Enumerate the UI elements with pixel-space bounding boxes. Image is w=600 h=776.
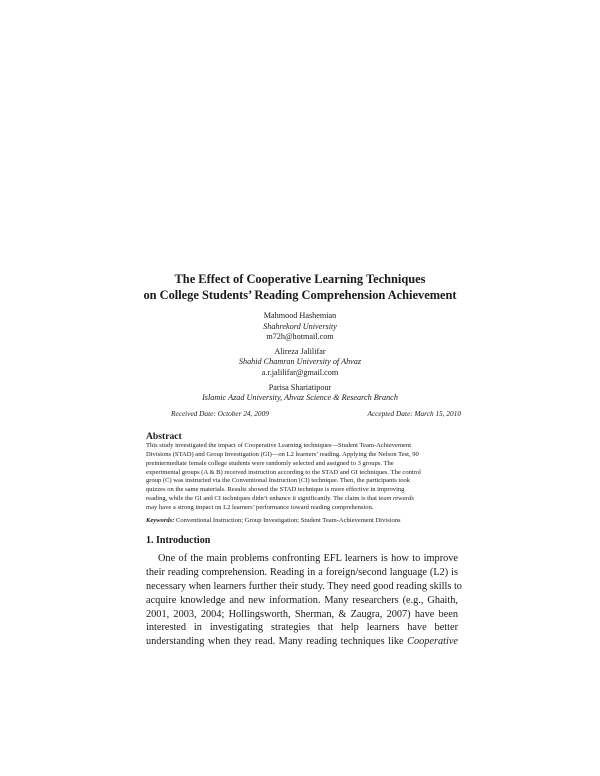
keywords-text: Conventional Instruction; Group Investigation; Student Team-Achievement Divisions <box>176 517 401 524</box>
intro-line: necessary when learners further their study. They need good reading skills to <box>146 580 462 592</box>
abstract-heading: Abstract <box>146 431 182 442</box>
author-2-name: Alireza Jalilifar <box>274 346 326 356</box>
keywords-label: Keywords: <box>146 517 175 524</box>
abstract-line: quizzes on the same materials. Results showed the STAD technique is more effective in improving <box>146 486 405 494</box>
intro-line: their reading comprehension. Reading in a foreign/second language (L2) is <box>146 566 458 578</box>
author-1-affiliation: Shahrekord University <box>263 321 337 331</box>
section-heading: 1. Introduction <box>146 535 211 546</box>
author-2-email: a.r.jalilifar@gmail.com <box>261 367 339 377</box>
accepted-date: Accepted Date: March 15, 2010 <box>367 409 461 418</box>
intro-line: interested in investigating strategies that help learners have better <box>146 622 458 634</box>
author-2-affiliation: Shahid Chamran University of Ahvaz <box>238 357 362 367</box>
author-3-name: Parisa Shariatipour <box>268 382 332 392</box>
author-1-email: m72h@hotmail.com <box>266 332 334 342</box>
author-1-name: Mahmood Hashemian <box>263 311 337 320</box>
author-block <box>0 311 600 404</box>
dates-row <box>171 409 461 420</box>
author-3-affiliation: Islamic Azad University, Ahvaz Science & Research Branch <box>202 393 398 403</box>
keywords <box>146 516 456 525</box>
title-line-2: on College Students’ Reading Comprehension Achievement <box>143 287 457 302</box>
intro-line: 2001, 2003, 2004; Hollingsworth, Sherman, & Zaugra, 2007) have been <box>146 608 458 620</box>
paper-title <box>0 272 600 303</box>
intro-line: understanding when they read. Many reading techniques like Cooperative <box>146 636 458 648</box>
abstract-line: This study investigated the impact of Cooperative Learning techniques—Student Team-Achievement <box>146 442 412 449</box>
title-line-1: The Effect of Cooperative Learning Techniques <box>174 272 426 286</box>
abstract-line: reading, while the GI and CI techniques didn’t enhance it significantly. The claim is that team rewards <box>146 495 414 503</box>
received-date: Received Date: October 24, 2009 <box>171 409 269 418</box>
intro-line: One of the main problems confronting EFL learners is how to improve <box>158 553 458 564</box>
abstract-line: preintermediate female college students were randomly selected and assigned to 3 groups. The <box>146 459 394 467</box>
abstract-body <box>146 442 456 513</box>
abstract-line: Divisions (STAD) and Group Investigation (GI)—on L2 learners’ reading. Applying the Nelson Test, 90 <box>146 450 419 458</box>
intro-line: acquire knowledge and new information. Many researchers (e.g., Ghaith, <box>146 594 458 606</box>
abstract-line: group (C) was instructed via the Conventional Instruction (CI) technique. Then, the participants took <box>146 477 411 485</box>
intro-body <box>146 552 462 649</box>
abstract-line: may have a strong impact on L2 learners’ performance toward reading comprehension. <box>146 503 374 511</box>
abstract-line: experimental groups (A & B) received instruction according to the STAD and GI techniques. The control <box>146 468 421 476</box>
